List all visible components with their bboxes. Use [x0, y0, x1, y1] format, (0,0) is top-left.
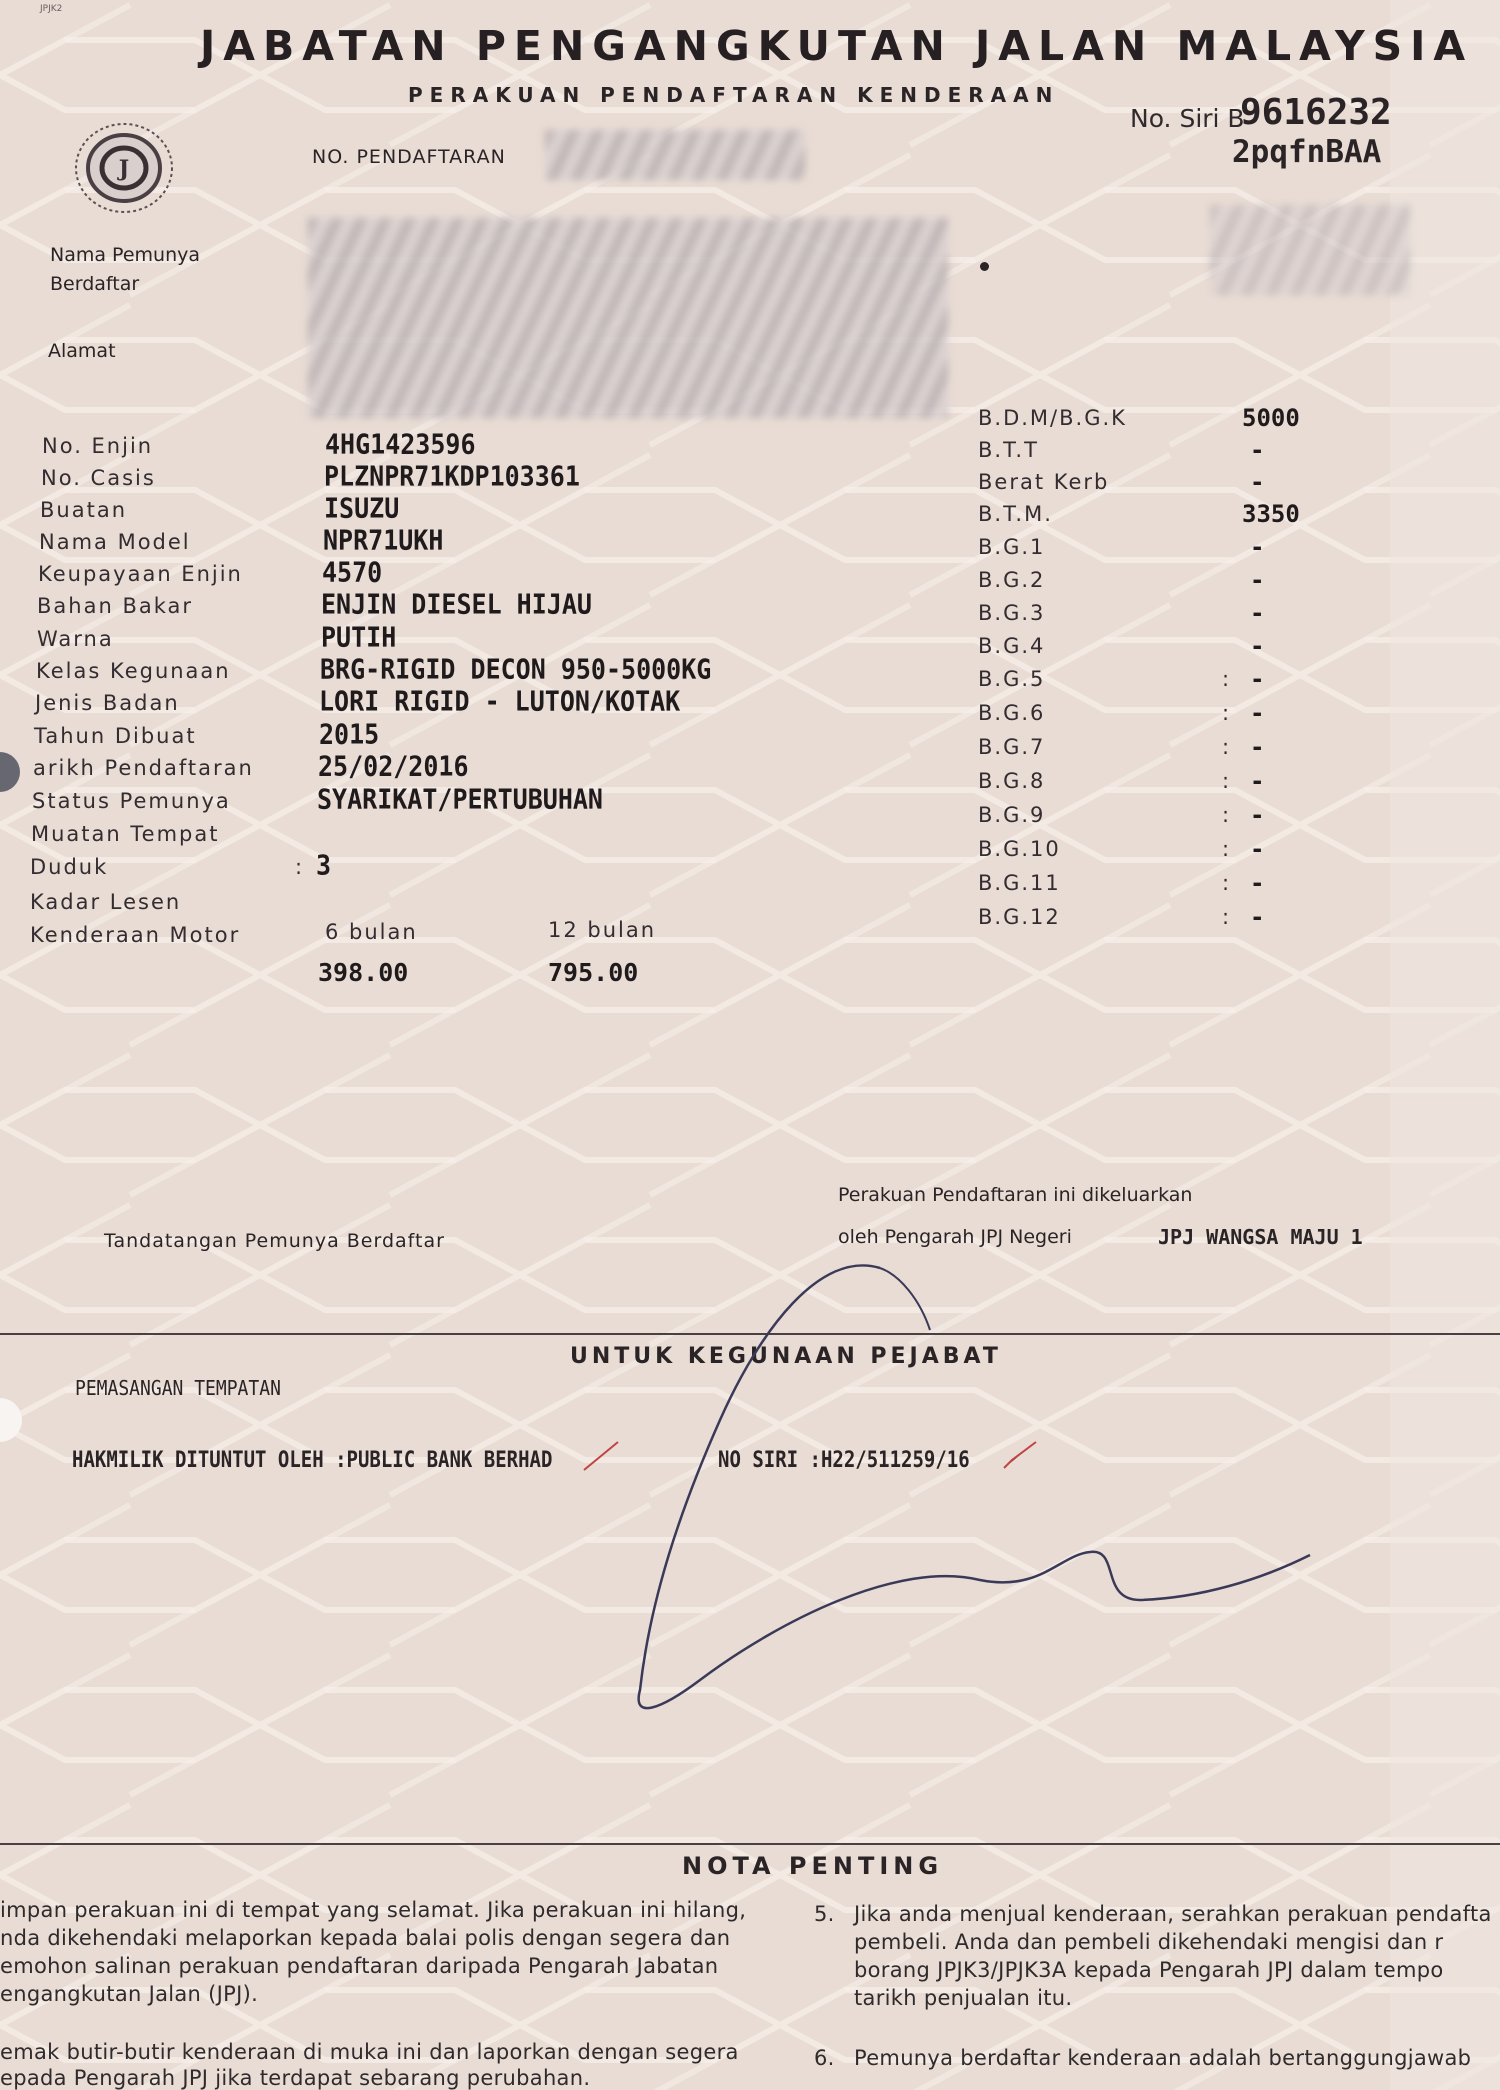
issued-line-2: oleh Pengarah JPJ Negeri	[838, 1226, 1072, 1248]
vehicle-field-value: LORI RIGID - LUTON/KOTAK	[319, 685, 681, 717]
weight-field-label: B.T.T	[978, 438, 1039, 462]
serial-code: 2pqfnBAA	[1232, 134, 1382, 170]
note-5-line: tarikh penjualan itu.	[854, 1986, 1073, 2010]
registration-no-label: NO. PENDAFTARAN	[312, 146, 506, 168]
vehicle-field-label: Nama Model	[39, 530, 191, 554]
vehicle-field-label: Buatan	[40, 498, 127, 522]
duduk-colon: :	[295, 855, 305, 879]
weight-field-value: -	[1250, 699, 1265, 727]
ownership-claim: HAKMILIK DITUNTUT OLEH :PUBLIC BANK BERHAD	[72, 1447, 553, 1473]
serial-number: 9616232	[1240, 92, 1392, 133]
weight-field-label: B.G.6	[978, 701, 1046, 725]
note-left-line: emak butir-butir kenderaan di muka ini dan laporkan dengan segera	[0, 2040, 739, 2064]
weight-field-value: -	[1250, 566, 1265, 594]
vehicle-field-label: Warna	[37, 627, 114, 651]
weight-field-value: -	[1250, 733, 1265, 761]
vehicle-field-label: Kelas Kegunaan	[36, 659, 231, 683]
vehicle-field-value: 3	[316, 849, 332, 881]
vehicle-field-label: Status Pemunya	[32, 789, 231, 813]
weight-field-value: -	[1250, 869, 1265, 897]
weight-colon: :	[1222, 667, 1232, 691]
vehicle-field-label: Keupayaan Enjin	[38, 562, 243, 586]
vehicle-field-value: PUTIH	[321, 621, 397, 653]
vehicle-field-label: Jenis Badan	[35, 691, 180, 715]
important-notes-heading: NOTA PENTING	[682, 1852, 944, 1880]
note-5-line: Jika anda menjual kenderaan, serahkan perakuan pendafta	[854, 1902, 1492, 1926]
weight-colon: :	[1222, 837, 1232, 861]
weight-field-label: B.G.10	[978, 837, 1061, 861]
weight-colon: :	[1222, 803, 1232, 827]
weight-field-value: -	[1250, 903, 1265, 931]
weight-colon: :	[1222, 871, 1232, 895]
serial-label: No. Siri B	[1130, 104, 1245, 133]
svg-text:J: J	[118, 156, 130, 182]
weight-field-value: 5000	[1242, 404, 1300, 432]
office-divider-bottom	[0, 1843, 1500, 1845]
weight-field-value: -	[1250, 632, 1265, 660]
weight-field-value: -	[1250, 468, 1265, 496]
weight-field-value: -	[1250, 835, 1265, 863]
weight-field-label: Berat Kerb	[978, 470, 1110, 494]
weight-field-value: -	[1250, 436, 1265, 464]
weight-field-value: -	[1250, 665, 1265, 693]
note-left-line: engangkutan Jalan (JPJ).	[0, 1982, 259, 2006]
weight-colon: :	[1222, 905, 1232, 929]
vehicle-field-value: PLZNPR71KDP103361	[324, 460, 580, 492]
license-label-1: Kadar Lesen	[30, 890, 182, 914]
weight-field-label: B.T.M.	[978, 502, 1053, 526]
weight-colon: :	[1222, 735, 1232, 759]
note-left-line: epada Pengarah JPJ jika terdapat sebarang perubahan.	[0, 2066, 591, 2090]
weight-field-value: -	[1250, 767, 1265, 795]
vehicle-field-value: SYARIKAT/PERTUBUHAN	[317, 783, 603, 815]
weight-field-label: B.G.2	[978, 568, 1046, 592]
weight-field-label: B.D.M/B.G.K	[978, 406, 1127, 430]
address-label: Alamat	[48, 340, 116, 362]
note-5-number: 5.	[814, 1902, 835, 1926]
note-left-line: nda dikehendaki melaporkan kepada balai polis dengan segera dan	[0, 1926, 731, 1950]
weight-colon: :	[1222, 701, 1232, 725]
vehicle-field-label: No. Enjin	[42, 434, 154, 458]
vehicle-field-label: Tahun Dibuat	[34, 724, 197, 748]
weight-colon: :	[1222, 769, 1232, 793]
weight-field-label: B.G.1	[978, 535, 1046, 559]
vehicle-field-value: BRG-RIGID DECON 950-5000KG	[320, 653, 712, 685]
twelve-month-fee: 795.00	[548, 958, 639, 987]
note-5-line: borang JPJK3/JPJK3A kepada Pengarah JPJ dalam tempo	[854, 1958, 1444, 1982]
local-installation: PEMASANGAN TEMPATAN	[75, 1376, 281, 1401]
owner-signature-label: Tandatangan Pemunya Berdaftar	[104, 1230, 445, 1252]
weight-field-label: B.G.7	[978, 735, 1046, 759]
vehicle-field-value: ENJIN DIESEL HIJAU	[321, 588, 592, 620]
license-label-2: Kenderaan Motor	[30, 923, 241, 947]
vehicle-field-value: 25/02/2016	[318, 750, 469, 782]
six-month-label: 6 bulan	[325, 920, 418, 944]
office-heading: UNTUK KEGUNAAN PEJABAT	[570, 1344, 1002, 1369]
claim-serial: NO SIRI :H22/511259/16	[718, 1447, 970, 1473]
weight-field-label: B.G.5	[978, 667, 1046, 691]
vehicle-field-label: arikh Pendaftaran	[33, 756, 254, 780]
weight-field-value: -	[1250, 801, 1265, 829]
weight-field-label: B.G.3	[978, 601, 1046, 625]
note-6-line: Pemunya berdaftar kenderaan adalah bertanggungjawab	[854, 2046, 1472, 2070]
form-code: JPJK2	[40, 4, 63, 14]
weight-field-label: B.G.12	[978, 905, 1061, 929]
vehicle-field-value: 4HG1423596	[325, 428, 476, 460]
twelve-month-label: 12 bulan	[548, 918, 657, 942]
note-left-line: impan perakuan ini di tempat yang selamat. Jika perakuan ini hilang,	[0, 1898, 747, 1922]
owner-name-label-1: Nama Pemunya	[50, 244, 200, 266]
issuer-office: JPJ WANGSA MAJU 1	[1158, 1225, 1363, 1249]
note-5-line: pembeli. Anda dan pembeli dikehendaki mengisi dan r	[854, 1930, 1444, 1954]
vehicle-field-value: NPR71UKH	[323, 524, 444, 556]
six-month-fee: 398.00	[318, 958, 409, 987]
vehicle-field-label: Bahan Bakar	[37, 594, 194, 618]
vehicle-field-label: Muatan Tempat	[31, 822, 220, 846]
vehicle-field-label: No. Casis	[41, 466, 156, 490]
issued-line-1: Perakuan Pendaftaran ini dikeluarkan	[838, 1184, 1193, 1206]
note-left-line: emohon salinan perakuan pendaftaran daripada Pengarah Jabatan	[0, 1954, 719, 1978]
note-6-number: 6.	[814, 2046, 835, 2070]
page-subtitle: PERAKUAN PENDAFTARAN KENDERAAN	[408, 83, 1060, 107]
vehicle-field-value: 2015	[319, 718, 380, 750]
weight-field-label: B.G.8	[978, 769, 1046, 793]
weight-field-value: -	[1250, 533, 1265, 561]
vehicle-field-value: ISUZU	[324, 492, 400, 524]
weight-field-label: B.G.4	[978, 634, 1046, 658]
weight-field-label: B.G.11	[978, 871, 1061, 895]
weight-field-value: -	[1250, 599, 1265, 627]
page-title: JABATAN PENGANGKUTAN JALAN MALAYSIA	[200, 22, 1474, 70]
vehicle-field-value: 4570	[322, 556, 383, 588]
weight-field-label: B.G.9	[978, 803, 1046, 827]
weight-field-value: 3350	[1242, 500, 1300, 528]
vehicle-field-label: Duduk	[30, 855, 109, 879]
owner-name-label-2: Berdaftar	[50, 273, 140, 295]
